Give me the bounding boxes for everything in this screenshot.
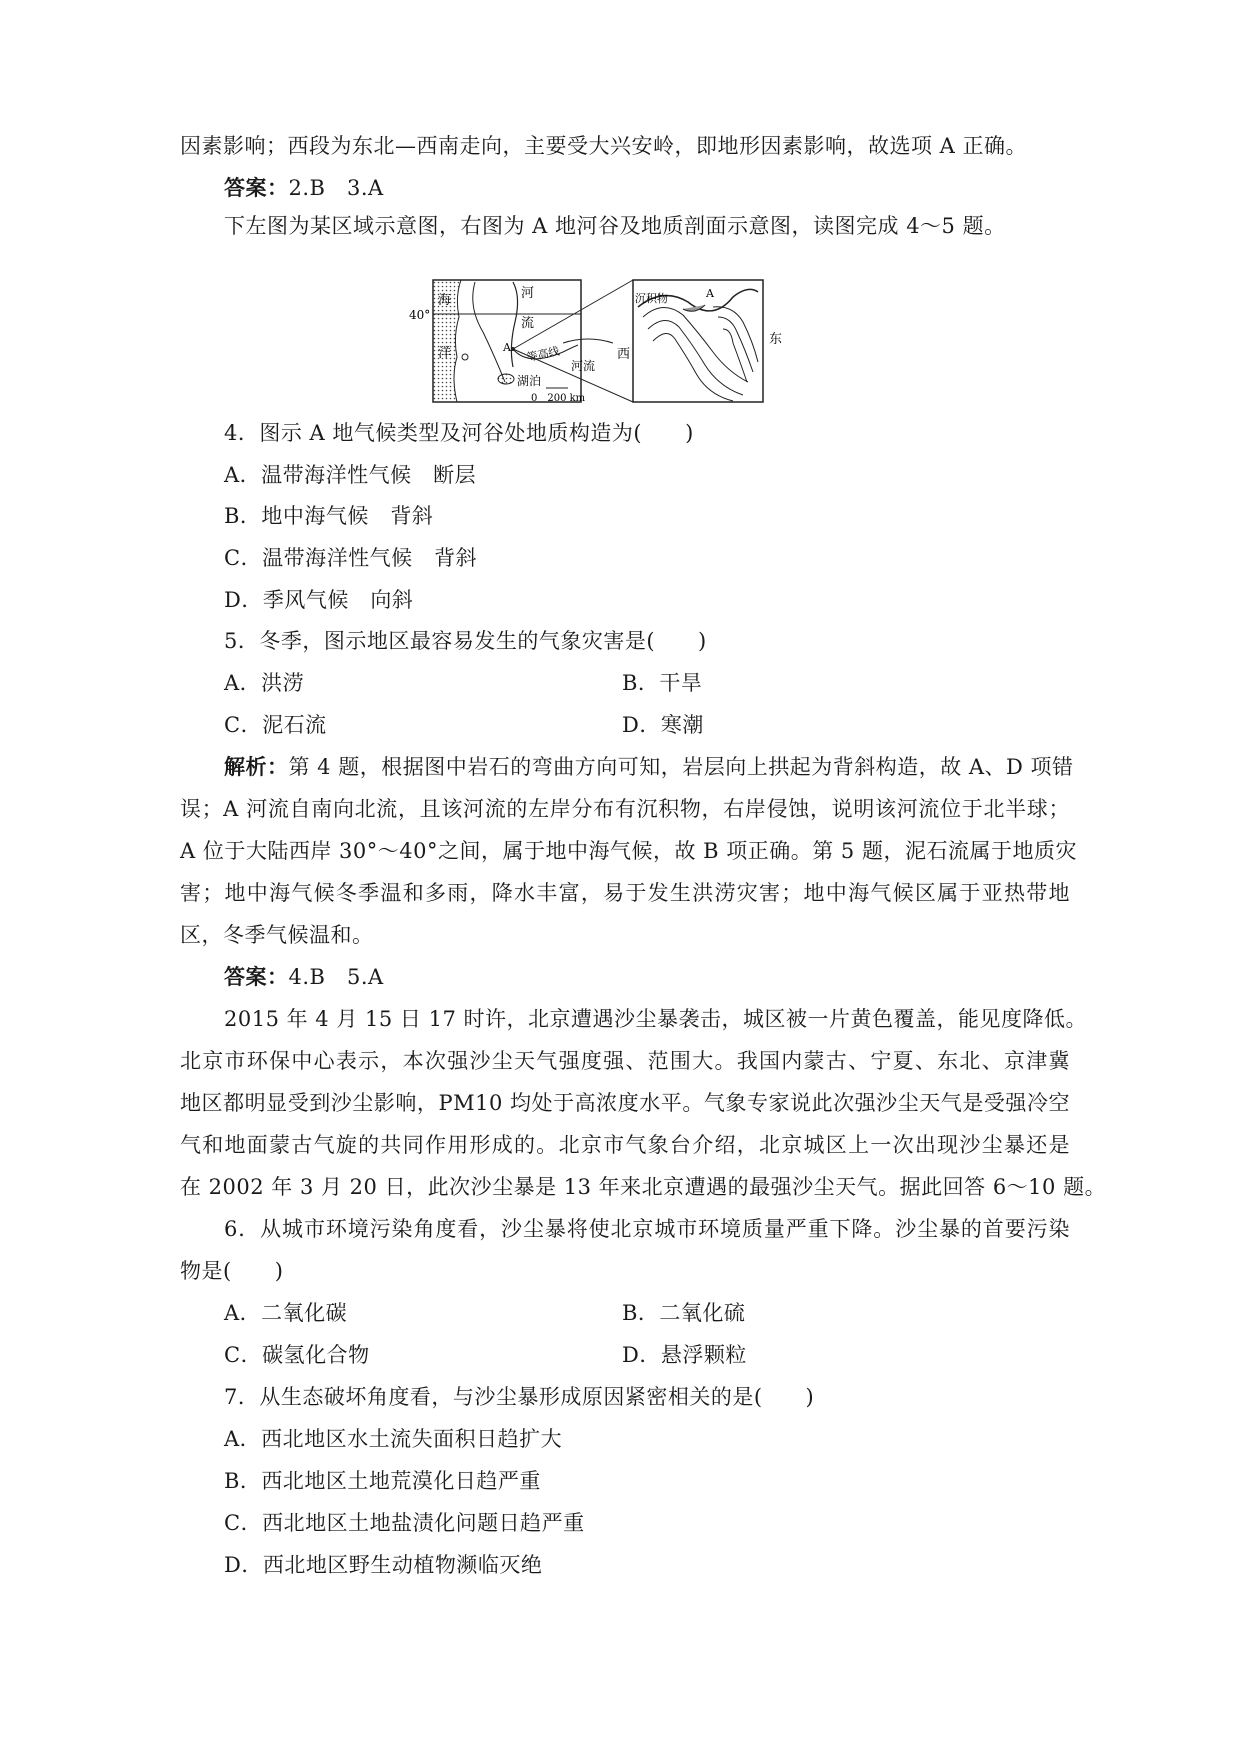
passage-line-1: 2015 年 4 月 15 日 17 时许，北京遭遇沙尘暴袭击，城区被一片黄色覆盖，能见度降低。: [224, 1007, 1087, 1031]
q5-options-row-2: [224, 711, 1114, 739]
q6-option-b: B．二氧化硫: [622, 1301, 746, 1325]
answer-value: 2.B 3.A: [288, 176, 384, 200]
map-and-section-figure: [409, 277, 873, 405]
boundary-curve: [473, 282, 505, 382]
q6-option-a: A．二氧化碳: [224, 1301, 348, 1325]
q5-stem: 5．冬季，图示地区最容易发生的气象灾害是( ): [224, 629, 707, 653]
q6-option-c: C．碳氢化合物: [224, 1343, 370, 1367]
q4-option-d: D．季风气候 向斜: [224, 588, 414, 612]
contour-label: 等高线: [525, 344, 561, 365]
scale-label: 0 200 km: [531, 393, 586, 404]
sea-label-1: 海: [438, 293, 452, 308]
rock-layer-1: [643, 307, 748, 382]
west-label: 西: [617, 347, 631, 362]
q4-option-a: A．温带海洋性气候 断层: [224, 463, 477, 487]
answer-label-2: 答案：: [224, 964, 289, 989]
region-map: [409, 280, 586, 404]
q7-option-a: A．西北地区水土流失面积日趋扩大: [224, 1427, 563, 1451]
section-river-arc: [563, 339, 613, 343]
analysis-line-1: [224, 753, 1074, 781]
q4-stem: 4．图示 A 地气候类型及河谷处地质构造为( ): [224, 421, 694, 445]
analysis-line-5: 区，冬季气候温和。: [180, 923, 374, 947]
analysis-text-1: 第 4 题，根据图中岩石的弯曲方向可知，岩层向上拱起为背斜构造，故 A、D 项错: [288, 755, 1074, 779]
point-a-label: A: [503, 341, 511, 354]
q7-option-d: D．西北地区野生动植物濒临灭绝: [224, 1553, 543, 1577]
answer-line: [224, 174, 1114, 202]
q5-option-c: C．泥石流: [224, 713, 327, 737]
analysis-label: 解析：: [224, 754, 289, 779]
q7-option-b: B．西北地区土地荒漠化日趋严重: [224, 1469, 541, 1493]
section-point-a-label: A: [706, 287, 714, 300]
question-intro: 下左图为某区域示意图，右图为 A 地河谷及地质剖面示意图，读图完成 4～5 题。: [224, 214, 1006, 238]
answer-value-2: 4.B 5.A: [288, 965, 384, 989]
q7-option-c: C．西北地区土地盐渍化问题日趋严重: [224, 1511, 585, 1535]
q4-option-c: C．温带海洋性气候 背斜: [224, 546, 478, 570]
analysis-line-4: 害；地中海气候冬季温和多雨，降水丰富，易于发生洪涝灾害；地中海气候区属于亚热带地: [180, 881, 1070, 905]
rock-layer-4: [713, 307, 758, 362]
passage-line-5: 在 2002 年 3 月 20 日，此次沙尘暴是 13 年来北京遭遇的最强沙尘天气。据此回答 6～10 题。: [180, 1175, 1107, 1199]
section-river-label: 河流: [571, 359, 596, 373]
q6-options-row-2: [224, 1341, 1114, 1369]
q5-option-d: D．寒潮: [622, 713, 704, 737]
q5-option-a: A．洪涝: [224, 671, 305, 695]
q6-option-d: D．悬浮颗粒: [622, 1343, 747, 1367]
lake-shape: [498, 374, 514, 384]
q5-options-row-1: [224, 669, 1114, 697]
passage-line-3: 地区都明显受到沙尘影响，PM10 均处于高浓度水平。气象专家说此次强沙尘天气是受强冷空: [180, 1091, 1070, 1115]
rock-layer-3: [653, 333, 733, 401]
passage-line-2: 北京市环保中心表示，本次强沙尘天气强度强、范围大。我国内蒙古、宁夏、东北、京津冀: [180, 1049, 1070, 1073]
coastal-circle: [462, 354, 468, 360]
river-label-2: 流: [521, 316, 535, 331]
sea-label-2: 洋: [438, 346, 452, 361]
passage-line-4: 气和地面蒙古气旋的共同作用形成的。北京市气象台介绍，北京城区上一次出现沙尘暴还是: [180, 1133, 1070, 1157]
analysis-line-3: A 位于大陆西岸 30°～40°之间，属于地中海气候，故 B 项正确。第 5 题，泥石流属于地质灾: [180, 839, 1077, 863]
q4-option-b: B．地中海气候 背斜: [224, 504, 434, 528]
text-line: 因素影响；西段为东北—西南走向，主要受大兴安岭，即地形因素影响，故选项 A 正确。: [180, 134, 1028, 158]
lake-label: 湖泊: [517, 374, 542, 388]
geologic-section: [633, 280, 763, 402]
river-line: [511, 282, 517, 367]
answer-line-2: [224, 963, 1114, 991]
q5-option-b: B．干旱: [622, 671, 703, 695]
q6-stem-1: 6．从城市环境污染角度看，沙尘暴将使北京城市环境质量严重下降。沙尘暴的首要污染: [224, 1217, 1070, 1241]
sediment-label: 沉积物: [635, 292, 668, 305]
river-label-1: 河: [521, 286, 535, 301]
q7-stem: 7．从生态破坏角度看，与沙尘暴形成原因紧密相关的是( ): [224, 1385, 815, 1409]
q6-options-row-1: [224, 1299, 1114, 1327]
q6-stem-2: 物是( ): [180, 1259, 284, 1283]
answer-label: 答案：: [224, 175, 289, 200]
latitude-label: 40°: [409, 308, 431, 322]
east-label: 东: [769, 332, 783, 347]
analysis-line-2: 误；A 河流自南向北流，且该河流的左岸分布有沉积物，右岸侵蚀，说明该河流位于北半球；: [180, 797, 1070, 821]
